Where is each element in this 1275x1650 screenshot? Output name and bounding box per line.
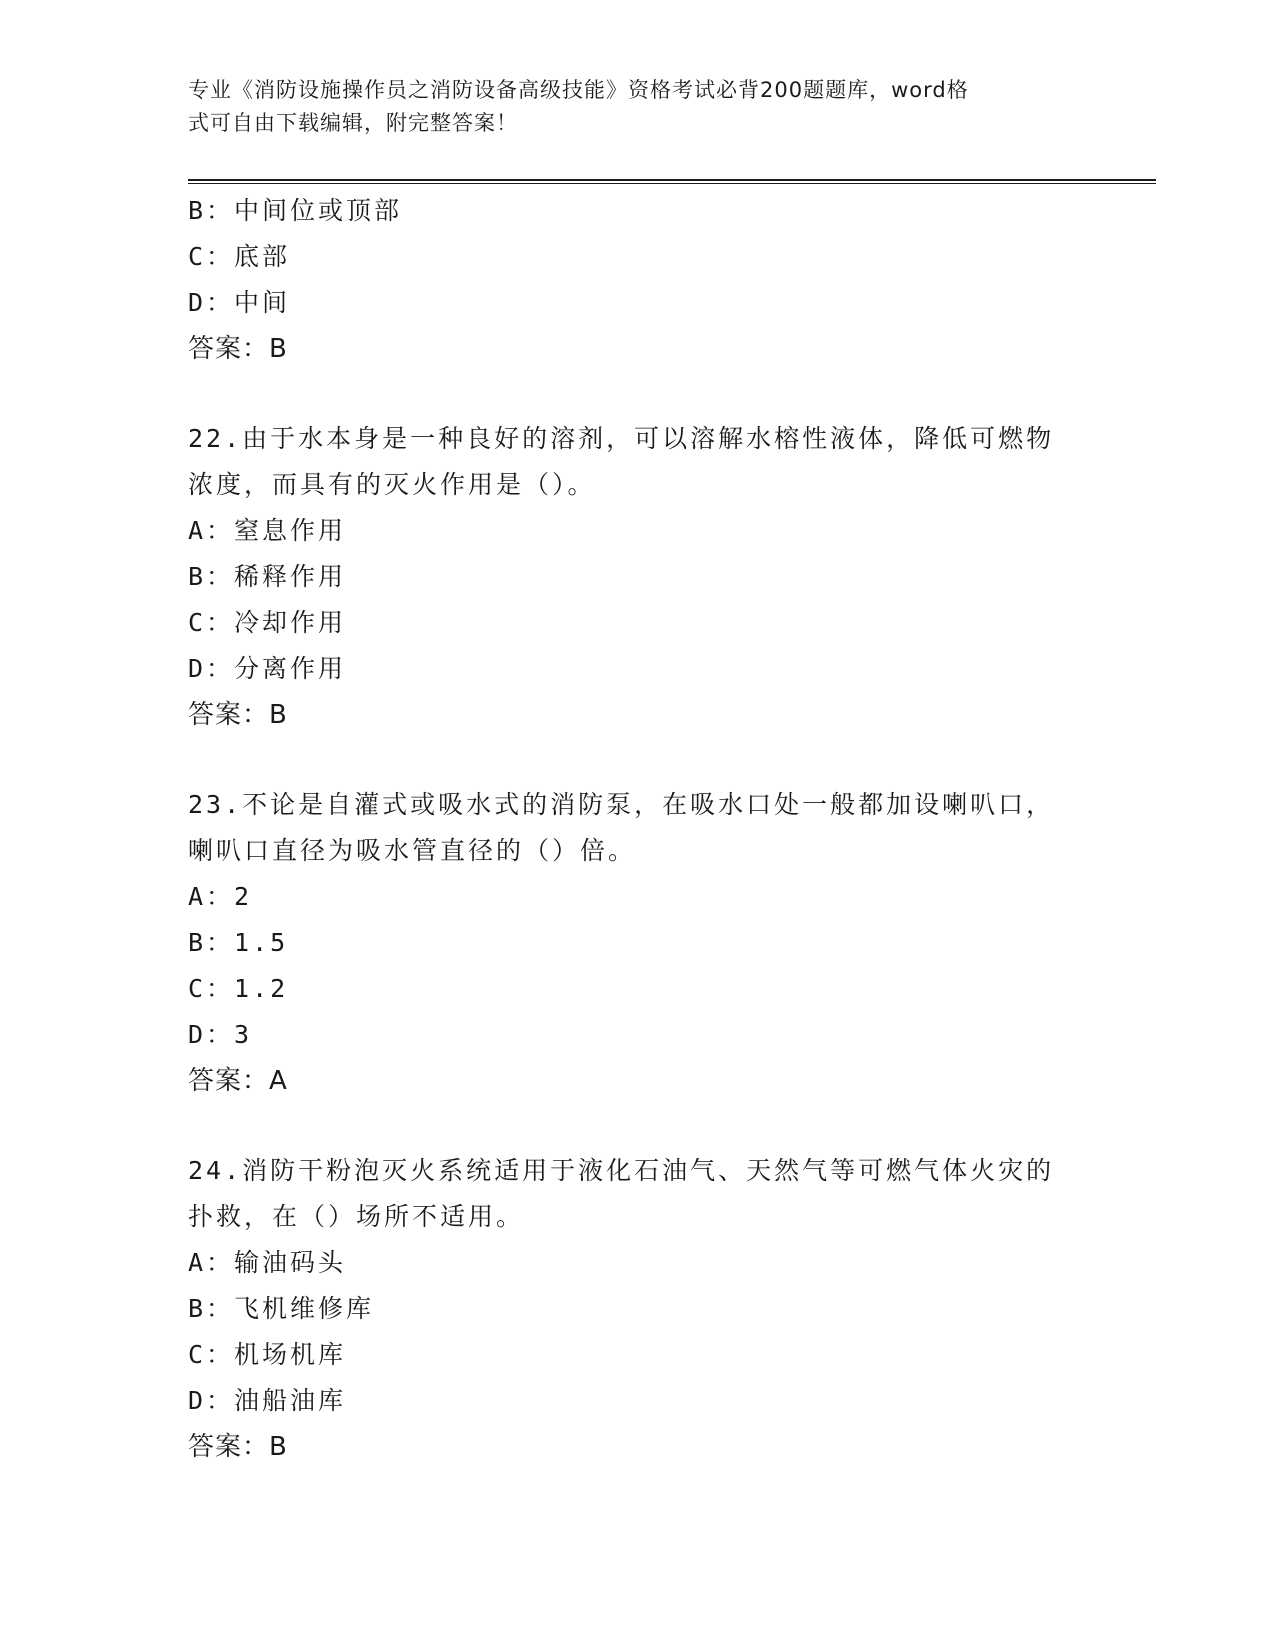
question-22 (188, 416, 1088, 738)
answer-line: 答案：B (188, 1432, 288, 1462)
option-d: D：油船油库 (188, 1386, 347, 1415)
header-divider (188, 179, 1156, 184)
question-24 (188, 1148, 1088, 1470)
question-list (188, 188, 1088, 1470)
option-b: B：1.5 (188, 928, 289, 957)
option-b: B：中间位或顶部 (188, 196, 403, 225)
header-line-2: 式可自由下载编辑，附完整答案！ (188, 111, 518, 135)
option-d: D：中间 (188, 288, 291, 317)
answer-line: 答案：B (188, 334, 288, 364)
option-d: D：分离作用 (188, 654, 347, 683)
question-text-line-2: 喇叭口直径为吸水管直径的（）倍。 (188, 836, 637, 865)
question-23 (188, 782, 1088, 1104)
answer-line: 答案：B (188, 700, 288, 730)
question-text-line-2: 扑救，在（）场所不适用。 (188, 1202, 525, 1231)
question-text-line-1: 23.不论是自灌式或吸水式的消防泵，在吸水口处一般都加设喇叭口， (188, 790, 1055, 819)
previous-question-tail (188, 188, 1088, 372)
option-c: C：机场机库 (188, 1340, 347, 1369)
header-line-1: 专业《消防设施操作员之消防设备高级技能》资格考试必背200题题库，word格 (188, 78, 969, 102)
option-a: A：输油码头 (188, 1248, 347, 1277)
option-b: B：飞机维修库 (188, 1294, 375, 1323)
option-a: A：2 (188, 882, 253, 911)
question-text-line-2: 浓度，而具有的灭火作用是（）。 (188, 470, 596, 499)
option-c: C：底部 (188, 242, 291, 271)
question-text-line-1: 22.由于水本身是一种良好的溶剂，可以溶解水榕性液体，降低可燃物 (188, 424, 1055, 453)
document-header (188, 74, 1068, 140)
question-text-line-1: 24.消防干粉泡灭火系统适用于液化石油气、天然气等可燃气体火灾的 (188, 1156, 1055, 1185)
answer-line: 答案：A (188, 1066, 288, 1096)
option-a: A：窒息作用 (188, 516, 347, 545)
option-b: B：稀释作用 (188, 562, 347, 591)
option-c: C：1.2 (188, 974, 289, 1003)
option-d: D：3 (188, 1020, 253, 1049)
option-c: C：冷却作用 (188, 608, 347, 637)
